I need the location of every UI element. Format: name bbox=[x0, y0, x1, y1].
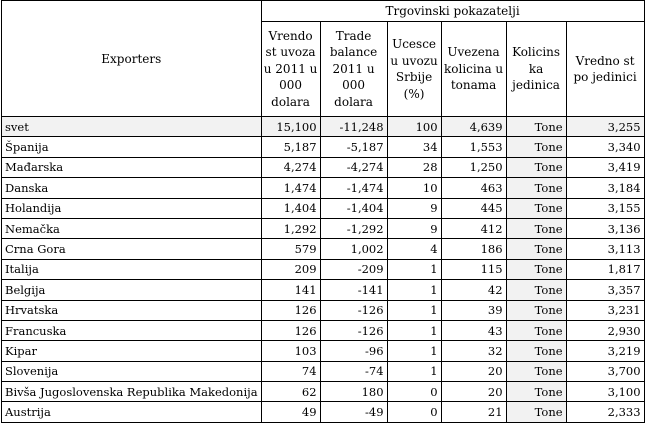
unit-cell: Tone bbox=[506, 300, 566, 320]
trade-balance-cell: -141 bbox=[320, 280, 387, 300]
trade-indicators-header: Trgovinski pokazatelji bbox=[261, 1, 644, 22]
trade-balance-cell: -4,274 bbox=[320, 157, 387, 177]
import-share-cell: 9 bbox=[387, 198, 441, 218]
country-cell: Holandija bbox=[2, 198, 262, 218]
unit-cell: Tone bbox=[506, 239, 566, 259]
country-cell: Danska bbox=[2, 178, 262, 198]
unit-cell: Tone bbox=[506, 178, 566, 198]
import-value-cell: 126 bbox=[261, 300, 320, 320]
table-row bbox=[2, 280, 645, 300]
trade-balance-cell: -1,474 bbox=[320, 178, 387, 198]
quantity-cell: 1,553 bbox=[441, 137, 506, 157]
unit-cell: Tone bbox=[506, 382, 566, 402]
quantity-cell: 21 bbox=[441, 402, 506, 422]
country-cell: Italija bbox=[2, 259, 262, 279]
table-row bbox=[2, 137, 645, 157]
country-cell: Austrija bbox=[2, 402, 262, 422]
import-value-cell: 1,292 bbox=[261, 218, 320, 238]
quantity-cell: 20 bbox=[441, 382, 506, 402]
quantity-cell: 445 bbox=[441, 198, 506, 218]
trade-balance-cell: -5,187 bbox=[320, 137, 387, 157]
unit-cell: Tone bbox=[506, 320, 566, 340]
import-share-cell: 4 bbox=[387, 239, 441, 259]
column-header-quantity: Uvezena kolicina u tonama bbox=[441, 22, 506, 117]
unit-value-cell: 3,184 bbox=[566, 178, 644, 198]
trade-balance-cell: -126 bbox=[320, 300, 387, 320]
table-row bbox=[2, 320, 645, 340]
column-header-unit-value: Vredno st po jedinici bbox=[566, 22, 644, 117]
unit-cell: Tone bbox=[506, 218, 566, 238]
table-row bbox=[2, 198, 645, 218]
import-value-cell: 103 bbox=[261, 341, 320, 361]
column-header-trade-balance: Trade balance 2011 u 000 dolara bbox=[320, 22, 387, 117]
trade-balance-cell: -1,404 bbox=[320, 198, 387, 218]
quantity-cell: 4,639 bbox=[441, 117, 506, 137]
quantity-cell: 43 bbox=[441, 320, 506, 340]
quantity-cell: 115 bbox=[441, 259, 506, 279]
table-row bbox=[2, 382, 645, 402]
unit-cell: Tone bbox=[506, 361, 566, 381]
table-row bbox=[2, 239, 645, 259]
import-value-cell: 126 bbox=[261, 320, 320, 340]
country-cell: Hrvatska bbox=[2, 300, 262, 320]
import-value-cell: 4,274 bbox=[261, 157, 320, 177]
unit-value-cell: 3,255 bbox=[566, 117, 644, 137]
import-share-cell: 9 bbox=[387, 218, 441, 238]
import-value-cell: 1,474 bbox=[261, 178, 320, 198]
unit-value-cell: 3,219 bbox=[566, 341, 644, 361]
unit-value-cell: 3,155 bbox=[566, 198, 644, 218]
table-row bbox=[2, 361, 645, 381]
trade-balance-cell: -1,292 bbox=[320, 218, 387, 238]
import-value-cell: 209 bbox=[261, 259, 320, 279]
quantity-cell: 463 bbox=[441, 178, 506, 198]
exporters-header: Exporters bbox=[2, 1, 262, 117]
import-share-cell: 1 bbox=[387, 341, 441, 361]
import-value-cell: 15,100 bbox=[261, 117, 320, 137]
table-row bbox=[2, 402, 645, 422]
import-value-cell: 1,404 bbox=[261, 198, 320, 218]
table-row bbox=[2, 178, 645, 198]
import-value-cell: 62 bbox=[261, 382, 320, 402]
trade-balance-cell: 180 bbox=[320, 382, 387, 402]
import-value-cell: 49 bbox=[261, 402, 320, 422]
import-share-cell: 1 bbox=[387, 320, 441, 340]
unit-value-cell: 2,930 bbox=[566, 320, 644, 340]
unit-cell: Tone bbox=[506, 137, 566, 157]
table-row bbox=[2, 259, 645, 279]
unit-value-cell: 3,357 bbox=[566, 280, 644, 300]
country-cell: Mađarska bbox=[2, 157, 262, 177]
unit-value-cell: 3,700 bbox=[566, 361, 644, 381]
quantity-cell: 42 bbox=[441, 280, 506, 300]
trade-balance-cell: -49 bbox=[320, 402, 387, 422]
column-header-unit: Kolicins ka jedinica bbox=[506, 22, 566, 117]
unit-value-cell: 3,113 bbox=[566, 239, 644, 259]
country-cell: Belgija bbox=[2, 280, 262, 300]
unit-value-cell: 1,817 bbox=[566, 259, 644, 279]
table-row bbox=[2, 117, 645, 137]
table-row bbox=[2, 300, 645, 320]
country-cell: Slovenija bbox=[2, 361, 262, 381]
import-share-cell: 28 bbox=[387, 157, 441, 177]
table-row bbox=[2, 218, 645, 238]
quantity-cell: 32 bbox=[441, 341, 506, 361]
import-share-cell: 1 bbox=[387, 280, 441, 300]
import-value-cell: 579 bbox=[261, 239, 320, 259]
trade-balance-cell: -126 bbox=[320, 320, 387, 340]
table-row bbox=[2, 341, 645, 361]
trade-balance-cell: -74 bbox=[320, 361, 387, 381]
unit-cell: Tone bbox=[506, 259, 566, 279]
import-share-cell: 10 bbox=[387, 178, 441, 198]
trade-balance-cell: -96 bbox=[320, 341, 387, 361]
import-share-cell: 1 bbox=[387, 259, 441, 279]
import-share-cell: 1 bbox=[387, 361, 441, 381]
trade-balance-cell: -11,248 bbox=[320, 117, 387, 137]
import-value-cell: 5,187 bbox=[261, 137, 320, 157]
import-value-cell: 141 bbox=[261, 280, 320, 300]
unit-value-cell: 2,333 bbox=[566, 402, 644, 422]
unit-value-cell: 3,231 bbox=[566, 300, 644, 320]
table-row bbox=[2, 157, 645, 177]
trade-balance-cell: -209 bbox=[320, 259, 387, 279]
quantity-cell: 186 bbox=[441, 239, 506, 259]
unit-cell: Tone bbox=[506, 280, 566, 300]
table-body bbox=[2, 117, 645, 423]
unit-value-cell: 3,340 bbox=[566, 137, 644, 157]
country-cell: Kipar bbox=[2, 341, 262, 361]
unit-cell: Tone bbox=[506, 198, 566, 218]
column-header-import-value: Vrendo st uvoza u 2011 u 000 dolara bbox=[261, 22, 320, 117]
unit-cell: Tone bbox=[506, 117, 566, 137]
quantity-cell: 20 bbox=[441, 361, 506, 381]
unit-value-cell: 3,419 bbox=[566, 157, 644, 177]
trade-balance-cell: 1,002 bbox=[320, 239, 387, 259]
country-cell: svet bbox=[2, 117, 262, 137]
import-share-cell: 1 bbox=[387, 300, 441, 320]
import-share-cell: 100 bbox=[387, 117, 441, 137]
country-cell: Francuska bbox=[2, 320, 262, 340]
quantity-cell: 39 bbox=[441, 300, 506, 320]
column-header-import-share: Ucesce u uvozu Srbije (%) bbox=[387, 22, 441, 117]
country-cell: Bivša Jugoslovenska Republika Makedonija bbox=[2, 382, 262, 402]
trade-indicators-table bbox=[1, 0, 645, 423]
unit-cell: Tone bbox=[506, 157, 566, 177]
import-share-cell: 0 bbox=[387, 402, 441, 422]
unit-value-cell: 3,100 bbox=[566, 382, 644, 402]
import-value-cell: 74 bbox=[261, 361, 320, 381]
import-share-cell: 34 bbox=[387, 137, 441, 157]
country-cell: Nemačka bbox=[2, 218, 262, 238]
unit-value-cell: 3,136 bbox=[566, 218, 644, 238]
country-cell: Crna Gora bbox=[2, 239, 262, 259]
quantity-cell: 1,250 bbox=[441, 157, 506, 177]
unit-cell: Tone bbox=[506, 341, 566, 361]
import-share-cell: 0 bbox=[387, 382, 441, 402]
quantity-cell: 412 bbox=[441, 218, 506, 238]
country-cell: Španija bbox=[2, 137, 262, 157]
unit-cell: Tone bbox=[506, 402, 566, 422]
